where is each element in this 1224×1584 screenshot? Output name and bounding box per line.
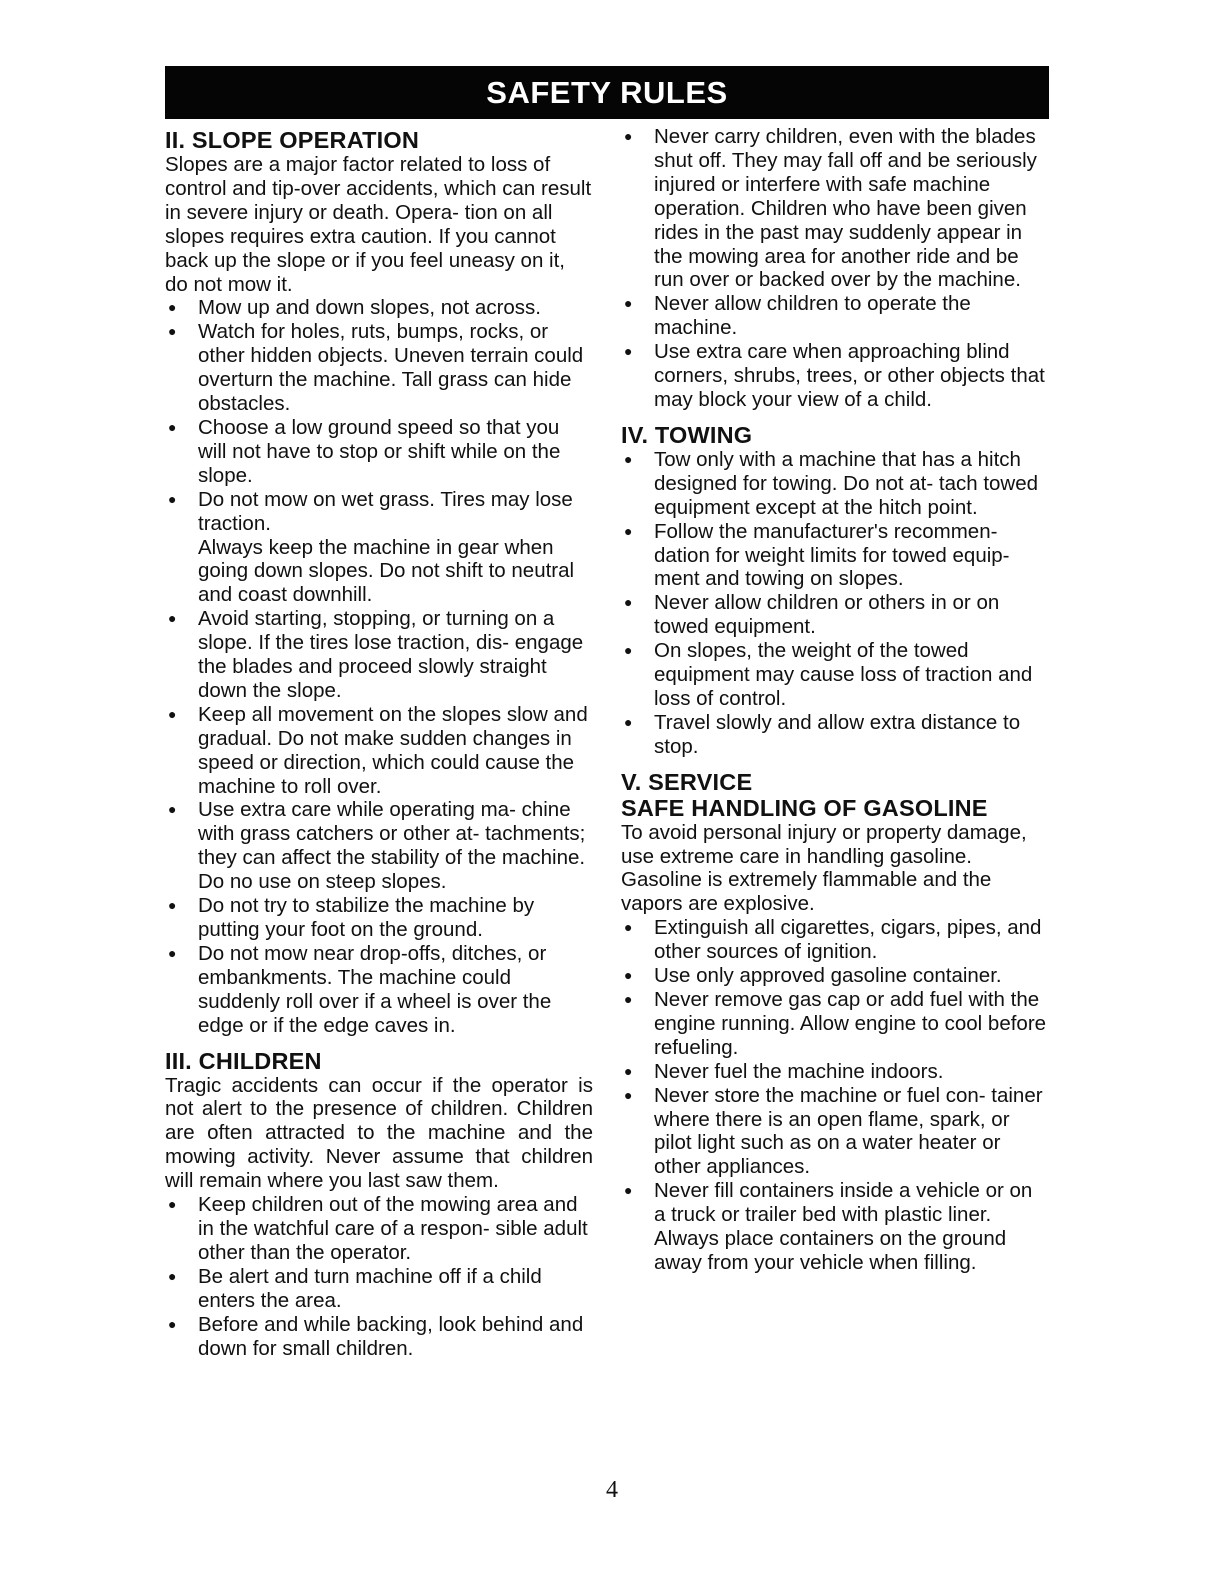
children-bullets (165, 1193, 593, 1360)
bullet-icon: ● (168, 705, 177, 722)
list-item: ● Avoid starting, stopping, or turning on a slope. If the tires lose traction, dis- engage the blades and proceed slowly straight down the slope. (168, 607, 584, 702)
list-item: ● Keep children out of the mowing area and in the watchful care of a respon- sible adult other than the operator. (168, 1193, 588, 1264)
list-item: ● Extinguish all cigarettes, cigars, pipes, and other sources of ignition. (624, 916, 1042, 964)
children-heading: III. CHILDREN (165, 1047, 322, 1074)
bullet-icon: ● (168, 944, 177, 961)
list-item: ● Never fill containers inside a vehicle or on a truck or trailer bed with plastic liner. Always place containers on the ground away from your vehicle when filling. (624, 1179, 1033, 1274)
bullet-icon: ● (624, 967, 633, 984)
list-item: ● On slopes, the weight of the towed equipment may cause loss of traction and loss of control. (624, 639, 1033, 710)
list-item: ● Do not mow on wet grass. Tires may lose traction. (168, 487, 573, 535)
list-item: ● Never store the machine or fuel con- tainer where there is an open flame, spark, or pilot light such as on a water heater or other appliances. (624, 1083, 1043, 1179)
slope-intro: Slopes are a major factor related to loss of control and tip-over accidents, which can result in severe injury or death. Opera- tion on all slopes requires extra caution. If you cannot back up the slope or if you feel uneasy on it, do not mow it. (165, 153, 592, 296)
list-item: ● Travel slowly and allow extra distance to stop. (624, 710, 1021, 758)
list-item: ● Choose a low ground speed so that you will not have to stop or shift while on the slope. (168, 415, 561, 487)
slope-bullets-continued (165, 607, 593, 1037)
page-number: 4 (606, 1477, 618, 1503)
bullet-icon: ● (624, 450, 633, 467)
list-item: ● Be alert and turn machine off if a child enters the area. (168, 1264, 542, 1312)
right-column (621, 125, 1049, 1275)
bullet-icon: ● (624, 1182, 633, 1199)
bullet-icon: ● (168, 1315, 177, 1332)
list-item: ● Tow only with a machine that has a hitch designed for towing. Do not at- tach towed equipment except at the hitch point. (624, 447, 1039, 519)
gasoline-subheading: SAFE HANDLING OF GASOLINE (621, 794, 988, 821)
list-item: ● Never fuel the machine indoors. (624, 1059, 944, 1083)
bullet-icon: ● (624, 594, 633, 611)
bullet-icon: ● (624, 295, 633, 312)
left-column (165, 125, 593, 1360)
bullet-icon: ● (624, 1062, 633, 1079)
list-item: ● Never allow children or others in or on towed equipment. (624, 591, 1000, 639)
towing-bullets (621, 448, 1049, 759)
bullet-icon: ● (624, 713, 633, 730)
towing-heading: IV. TOWING (621, 421, 753, 448)
list-item: ● Follow the manufacturer's recommen- dation for weight limits for towed equip- ment and towing on slopes. (624, 519, 1010, 591)
bullet-icon: ● (168, 1267, 177, 1284)
banner-title: SAFETY RULES (486, 74, 728, 110)
list-item: ● Never remove gas cap or add fuel with the engine running. Allow engine to cool before refueling. (624, 988, 1047, 1059)
children-intro: Tragic accidents can occur if the operator is not alert to the presence of children. Children are often attracted to the machine and the mowing activity. Never assume that children will remain where you last saw them. (165, 1073, 593, 1193)
bullet-icon: ● (168, 299, 177, 316)
list-item: ● Do not try to stabilize the machine by putting your foot on the ground. (168, 894, 535, 941)
gear-note: Always keep the machine in gear when going down slopes. Do not shift to neutral and coast downhill. (198, 535, 575, 607)
list-item: ● Watch for holes, ruts, bumps, rocks, or other hidden objects. Uneven terrain could overturn the machine. Tall grass can hide obstacles. (168, 320, 584, 416)
bullet-icon: ● (168, 418, 177, 435)
list-item: ● Before and while backing, look behind and down for small children. (168, 1312, 584, 1360)
service-heading: V. SERVICE (621, 768, 753, 795)
list-item: ● Use extra care when approaching blind corners, shrubs, trees, or other objects that may block your view of a child. (624, 340, 1045, 411)
slope-bullets (165, 296, 593, 535)
list-item: ● Use extra care while operating ma- chine with grass catchers or other at- tachments; they can affect the stability of the machine. Do no use on steep slopes. (168, 798, 586, 894)
bullet-icon: ● (624, 991, 633, 1007)
bullet-icon: ● (624, 343, 633, 360)
bullet-icon: ● (168, 610, 177, 627)
bullet-icon: ● (168, 490, 177, 507)
bullet-icon: ● (624, 919, 633, 936)
children-bullets-continued (621, 125, 1049, 412)
list-item: ● Keep all movement on the slopes slow and gradual. Do not make sudden changes in speed or direction, which could cause the machine to roll over. (168, 702, 588, 798)
list-item: ● Never allow children to operate the machine. (624, 292, 971, 340)
bullet-icon: ● (624, 642, 633, 659)
list-item: ● Do not mow near drop-offs, ditches, or embankments. The machine could suddenly roll over if a wheel is over the edge or if the edge caves in. (168, 941, 552, 1037)
list-item: ● Use only approved gasoline container. (624, 964, 1002, 988)
bullet-icon: ● (168, 1196, 177, 1213)
slope-heading: II. SLOPE OPERATION (165, 127, 420, 153)
list-item: ● Mow up and down slopes, not across. (168, 296, 541, 320)
service-intro: To avoid personal injury or property damage, use extreme care in handling gasoline. Gasoline is extremely flammable and the vapors are explosive. (621, 820, 1027, 916)
bullet-icon: ● (168, 801, 177, 818)
service-bullets (621, 916, 1049, 1275)
bullet-icon: ● (624, 128, 633, 144)
bullet-icon: ● (624, 1086, 633, 1103)
section-banner (165, 66, 1049, 119)
bullet-icon: ● (624, 522, 633, 539)
bullet-icon: ● (168, 897, 177, 914)
bullet-icon: ● (168, 323, 177, 340)
list-item: ● Never carry children, even with the blades shut off. They may fall off and be seriously injured or interfere with safe machine operation. Children who have been given rides in the past may suddenly appear in the mowing area for another ride and be run over or backed over by the machine. (624, 125, 1037, 292)
